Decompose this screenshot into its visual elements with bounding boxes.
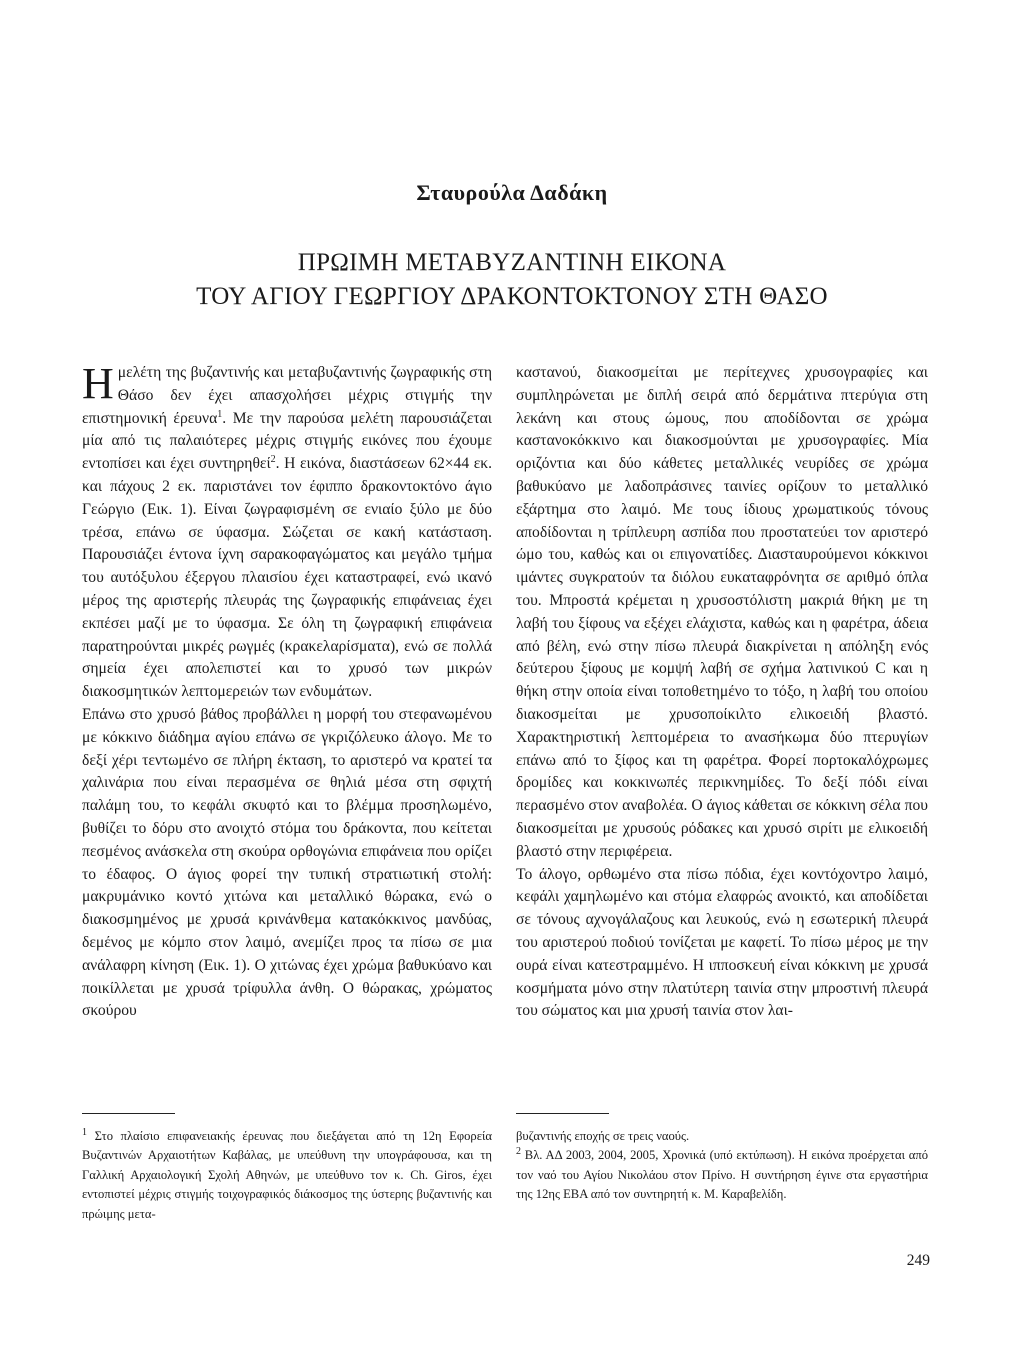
paragraph-armor: καστανού, διακοσμείται με περίτεχνες χρυσογραφίες και συμπληρώνεται με διπλή σειρά από δερμάτινα πτερύγια στη λεκάνη και στους ώμους, που αποδίδονται σε χρώμα καστανοκόκκινο και διακοσμούνται με χρυσογραφίες. Μία οριζόντια και δύο κάθετες μεταλλικές νευρίδες σε χρώμα βαθυκύανο με λαδοπράσινες ταινίες ορίζουν το μεταλλικό εξάρτημα στο λαιμό. Με τους ίδιους χρωματικούς τόνους αποδίδονται η τρίπλευρη ασπίδα που προστατεύει τον αριστερό ώμο του, καθώς και οι επιγονατίδες. Διασταυρούμενοι κόκκινοι ιμάντες συγκρατούν τα διόλου ευκαταφρόνητα σε αριθμό όπλα του. Μπροστά κρέμεται η χρυσοστόλιστη μακριά θήκη με τη λαβή του ξίφους να εξέχει ελάχιστα, καθώς και η φαρέτρα, άδεια από βέλη, ενώ στην πίσω πλευρά διακρίνεται η απόληξη ενός δεύτερου ξίφους με κομψή λαβή σε σχήμα λατινικού C και η θήκη στην οποία είναι τοποθετημένο το τόξο, η λαβή του οποίου διακοσμείται με χρυσοποίκιλτο ελικοειδή βλαστό. Χαρακτηριστική λεπτομέρεια το ανασήκωμα δύο πτερυγίων επάνω από το ξίφος και τη φαρέτρα. Φορεί πορτοκαλόχρωμες δρομίδες και κοκκινωπές περικνημίδες. Το δεξί πόδι είναι περασμένο στον αναβολέα. Ο άγιος κάθεται σε κόκκινη σέλα που διακοσμείται με χρυσούς ρόδακες και χρυσό σιρίτι με ελικοειδή βλαστό στην περιφέρεια. (516, 364, 928, 860)
author-name: Σταυρούλα Δαδάκη (416, 180, 608, 205)
paragraph-text: . Η εικόνα, διαστάσεων 62×44 εκ. και πάχους 2 εκ. παριστάνει τον έφιππο δρακοντοκτόνο άγιο Γεώργιο (Εικ. 1). Είναι ζωγραφισμένη σε ενιαίο ξύλο με δύο τρέσα, επάνω σε ύφασμα. Σώζεται σε κακή κατάσταση. Παρουσιάζει έντονα ίχνη σαρακοφαγώματος και μεγάλο τμήμα του αυτόξυλου έξεργου πλαισίου έχει καταστραφεί, ενώ ικανό μέρος της αριστερής πλευράς της ζωγραφικής επιφάνειας έχει εκπέσει μαζί με το ύφασμα. Σε όλη τη ζωγραφική επιφάνεια παρατηρούνται μικρές ρωγμές (κρακελαρίσματα), ενώ σε πολλά σημεία έχει απολεπιστεί και το χρυσό των μικρών διακοσμητικών λεπτομερειών των ενδυμάτων. (82, 455, 493, 701)
paragraph-text: μελέτη της βυζαντινής και μεταβυζαντινής ζωγραφικής στη Θάσο δεν έχει απασχολήσει μέχρις στιγμής την επιστημονική έρευνα (82, 364, 492, 427)
page-number: 249 (906, 1252, 930, 1269)
paragraph-description: Επάνω στο χρυσό βάθος προβάλλει η μορφή του στεφανωμένου με κόκκινο διάδημα αγίου επάνω σε γκριζόλευκο άλογο. Με το δεξί χέρι τεντωμένο σε πλήρη έκταση, το αριστερό να κρατεί τα χαλινάρια που είναι περασμένα σε θηλιά μέσα στη σφιχτή παλάμη του, το κεφάλι σκυφτό και το βλέμμα προσηλωμένο, βυθίζει το δόρυ στο ανοιχτό στόμα του δράκοντα, που κείτεται πεσμένος ανάσκελα στη σκούρα ορθογώνια επιφάνεια που ορίζει το έδαφος. Ο άγιος φορεί την τυπική στρατιωτική στολή: μακρυμάνικο κοντό χιτώνα και μεταλλικό θώρακα, ενώ ο διακοσμημένος με χρυσά κρινάνθεμα κατακόκκινος μανδύας, δεμένος με κόμπο στον λαιμό, ανεμίζει προς τα πίσω σε μια ανάλαφρη κίνηση (Εικ. 1). Ο χιτώνας έχει χρώμα βαθυκύανο και ποικίλλεται με χρυσά τρίφυλλα άνθη. Ο θώρακας, χρώματος σκούρου (82, 705, 492, 1020)
article-title (0, 246, 1024, 314)
paragraph-text: . Με την παρούσα μελέτη παρουσιάζεται μία από τις παλαιότερες μέχρις στιγμής εικόνες που έχουμε εντοπίσει και έχει συντηρηθεί (82, 409, 492, 473)
footnote-1-continued: βυζαντινής εποχής σε τρεις ναούς. (516, 1129, 690, 1143)
footnote-ref-1[interactable]: 1 (217, 408, 223, 420)
footnote-text: Στο πλαίσιο επιφανειακής έρευνας που διεξάγεται από τη 12η Εφορεία Βυζαντινών Αρχαιοτήτων Καβάλας, με υπεύθυνη την υπογράφουσα, και τη Γαλλική Αρχαιολογική Σχολή Αθηνών, με υπεύθυνο τον κ. Ch. Giros, έχει εντοπιστεί μέχρις στιγμής τοιχογραφικός διάκοσμος της ύστερης βυζαντινής και πρώιμης μετα- (82, 1129, 492, 1221)
body-column-right (516, 362, 928, 1023)
footnote-divider-right (516, 1113, 609, 1114)
drop-cap: Η (82, 359, 114, 408)
footnote-number: 2 (516, 1146, 521, 1158)
footnote-text: Βλ. ΑΔ 2003, 2004, 2005, Χρονικά (υπό εκτύπωση). Η εικόνα προέρχεται από τον ναό του Αγίου Νικολάου στον Πρίνο. Η συντήρηση έγινε στα εργαστήρια της 12ης ΕΒΑ από τον συντηρητή κ. Μ. Καραβελίδη. (516, 1148, 928, 1202)
footnote-1 (82, 1127, 492, 1224)
footnote-number: 1 (82, 1126, 87, 1138)
title-line-2: ΤΟΥ ΑΓΙΟΥ ΓΕΩΡΓΙΟΥ ΔΡΑΚΟΝΤΟΚΤΟΝΟΥ ΣΤΗ ΘΑΣΟ (196, 283, 828, 310)
paragraph-intro (82, 359, 493, 704)
footnote-2 (516, 1146, 928, 1204)
footnotes-right (516, 1127, 928, 1205)
footnote-ref-2[interactable]: 2 (270, 454, 276, 465)
footnote-divider-left (82, 1113, 175, 1114)
paragraph-horse: Το άλογο, ορθωμένο στα πίσω πόδια, έχει κοντόχοντρο λαιμό, κεφάλι χαμηλωμένο και στόμα ελαφρώς ανοικτό, και αποδίδεται σε τόνους αχνογάλαζους και λευκούς, ενώ η εσωτερική πλευρά του αριστερού ποδιού τονίζεται με καφετί. Το πίσω μέρος με την ουρά είναι κατεστραμμένο. Η ιπποσκευή είναι κόκκινη με χρυσά κοσμήματα μόνο στην πλατύτερη ταινία στην μπροστινή πλευρά του σώματος και μια χρυσή ταινία στον λαι- (516, 865, 928, 1020)
title-line-1: ΠΡΩΙΜΗ ΜΕΤΑΒΥΖΑΝΤΙΝΗ ΕΙΚΟΝΑ (297, 249, 727, 276)
body-column-left (82, 359, 493, 1023)
footnotes-left (82, 1127, 492, 1224)
